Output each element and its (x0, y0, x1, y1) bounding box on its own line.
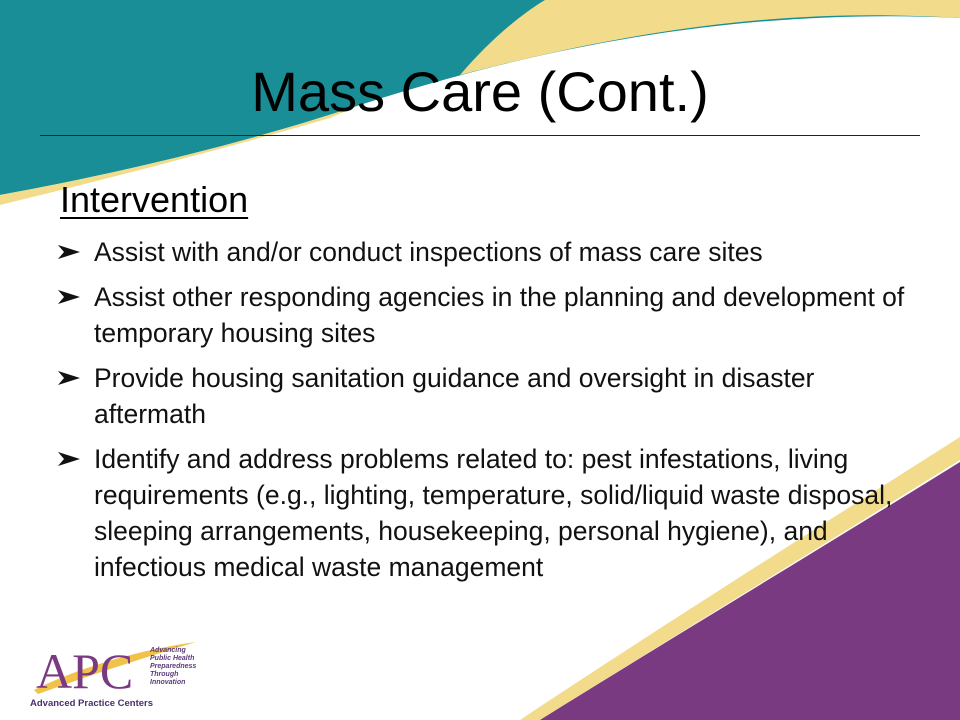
arrowhead-bullet-icon (58, 371, 80, 385)
logo-tagline-line: Public Health (150, 655, 195, 662)
bullet-text: Identify and address problems related to: pest infestations, living requirements (e.g., lighting, temperature, solid/liquid waste disposal, sleeping arrangements, housekeeping, personal hygiene), and infectious medical waste management (94, 444, 893, 582)
bullet-item (58, 441, 908, 585)
arrowhead-bullet-icon (58, 290, 80, 304)
arrowhead-bullet-icon (58, 452, 80, 466)
bullet-text: Provide housing sanitation guidance and oversight in disaster aftermath (94, 363, 815, 429)
bullet-item (58, 234, 908, 270)
slide-title: Mass Care (Cont.) (251, 60, 709, 123)
logo-letters: APC (36, 643, 134, 699)
bullet-text: Assist with and/or conduct inspections of mass care sites (94, 237, 763, 267)
apc-logo (28, 628, 228, 712)
logo-caption: Advanced Practice Centers (30, 698, 154, 709)
logo-tagline-line: Advancing (150, 647, 186, 654)
section-heading: Intervention (60, 179, 249, 220)
bullet-item (58, 360, 908, 432)
bullet-item (58, 279, 908, 351)
bullet-text: Assist other responding agencies in the planning and development of temporary housing sites (94, 282, 905, 348)
title-divider (40, 135, 920, 136)
logo-tagline-line: Through (150, 671, 179, 678)
logo-tagline-line: Innovation (150, 679, 186, 686)
logo-tagline-line: Preparedness (150, 663, 197, 670)
bullet-list (58, 234, 908, 594)
arrowhead-bullet-icon (58, 245, 80, 259)
